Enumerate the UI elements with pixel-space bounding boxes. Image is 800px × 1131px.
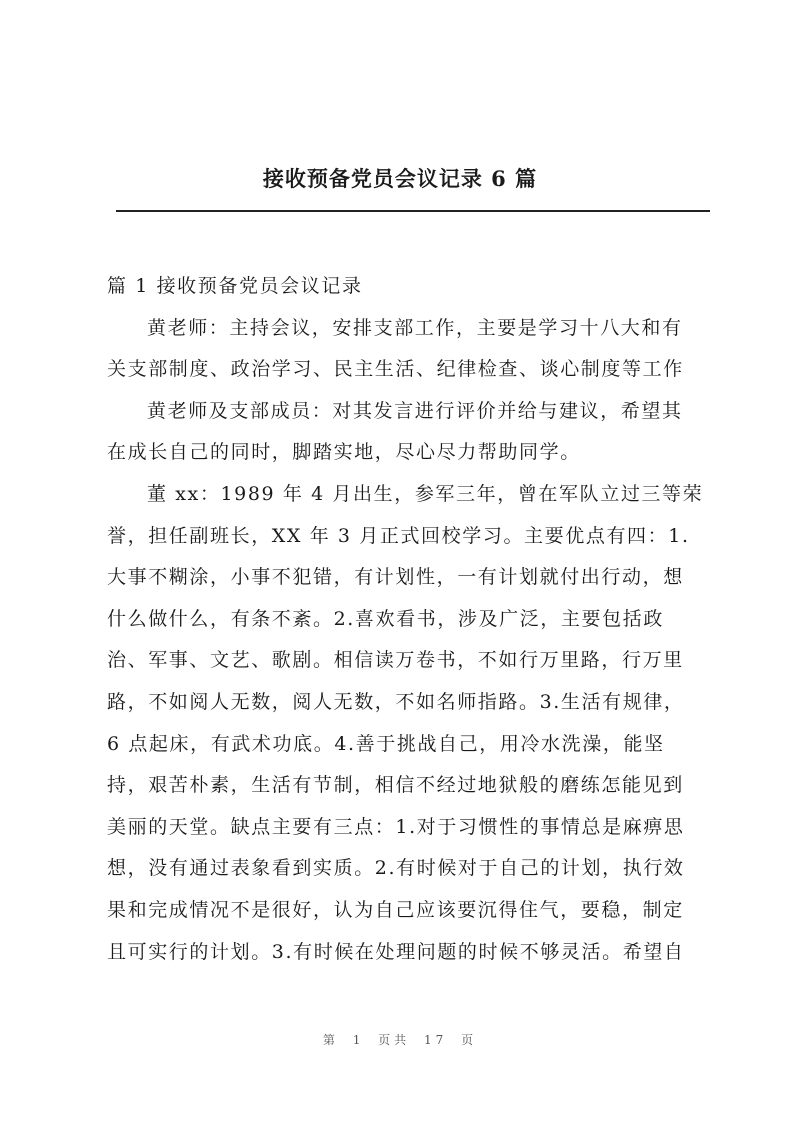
section-heading: 篇 1 接收预备党员会议记录 xyxy=(107,275,363,297)
title-divider xyxy=(116,210,710,212)
paragraph-dong-xx xyxy=(107,474,707,973)
document-body xyxy=(107,266,707,973)
text-line: 黄老师：主持会议，安排支部工作，主要是学习十八大和有 xyxy=(147,316,683,339)
document-title: 接收预备党员会议记录 6 篇 xyxy=(262,166,538,191)
paragraph-huang-feedback xyxy=(107,391,707,474)
text-line: 果和完成情况不是很好，认为自己应该要沉得住气，要稳，制定 xyxy=(107,898,684,921)
text-line: 想，没有通过表象看到实质。2.有时候对于自己的计划，执行效 xyxy=(107,857,685,880)
text-line: 持，艰苦朴素，生活有节制，相信不经过地狱般的磨练怎能见到 xyxy=(107,774,684,797)
page-number-footer: 第 1 页共 17 页 xyxy=(322,1033,478,1047)
text-line: 路，不如阅人无数，阅人无数，不如名师指路。3.生活有规律， xyxy=(107,690,685,713)
text-line: 大事不糊涂，小事不犯错，有计划性，一有计划就付出行动，想 xyxy=(107,566,684,589)
text-line: 治、军事、文艺、歌剧。相信读万卷书，不如行万里路，行万里 xyxy=(107,649,684,672)
text-line: 在成长自己的同时，脚踏实地，尽心尽力帮助同学。 xyxy=(107,441,581,464)
text-line: 关支部制度、政治学习、民主生活、纪律检查、谈心制度等工作 xyxy=(107,358,684,381)
text-line: 且可实行的计划。3.有时候在处理问题的时候不够灵活。希望自 xyxy=(107,940,685,963)
text-line: 6 点起床，有武术功底。4.善于挑战自己，用冷水洗澡，能坚 xyxy=(107,732,665,755)
paragraph-huang-host xyxy=(107,308,707,391)
text-line: 美丽的天堂。缺点主要有三点：1.对于习惯性的事情总是麻痹思 xyxy=(107,815,685,838)
text-line: 什么做什么，有条不紊。2.喜欢看书，涉及广泛，主要包括政 xyxy=(107,607,664,630)
text-line: 黄老师及支部成员：对其发言进行评价并给与建议，希望其 xyxy=(147,399,683,422)
text-line: 誉，担任副班长，XX 年 3 月正式回校学习。主要优点有四：1. xyxy=(107,524,690,547)
text-line: 董 xx：1989 年 4 月出生，参军三年，曾在军队立过三等荣 xyxy=(147,482,704,505)
